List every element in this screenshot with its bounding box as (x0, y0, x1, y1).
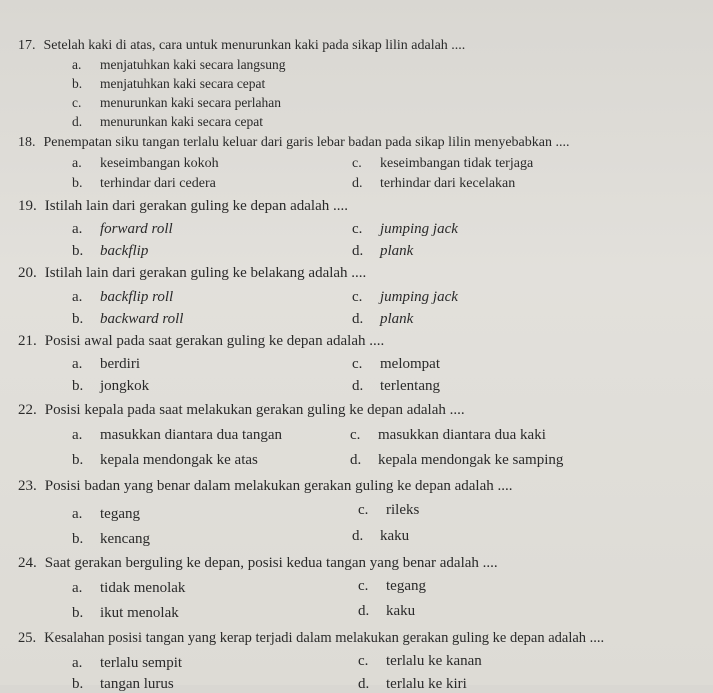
option-text: berdiri (100, 356, 140, 372)
option-text: terlalu ke kanan (386, 653, 482, 669)
option-letter: a. (72, 156, 82, 171)
option-letter: d. (350, 452, 362, 468)
option-text: rileks (386, 502, 420, 518)
option-text: plank (380, 243, 414, 259)
option-23a[interactable] (72, 506, 140, 523)
question-text: Penempatan siku tangan terlalu keluar dari garis lebar badan pada sikap lilin menyebabkan .... (43, 135, 570, 150)
option-text: tangan lurus (100, 676, 174, 692)
question-24 (18, 555, 498, 572)
option-18d[interactable] (352, 176, 515, 192)
option-text: terlalu ke kiri (386, 676, 467, 692)
question-20 (18, 265, 366, 282)
question-number: 24. (18, 555, 37, 571)
option-23c[interactable] (358, 502, 419, 519)
question-number: 25. (18, 630, 37, 646)
option-text: jumping jack (380, 221, 458, 237)
option-text: plank (380, 311, 414, 327)
option-19a[interactable] (72, 221, 173, 238)
option-letter: b. (72, 243, 84, 259)
question-23 (18, 478, 513, 495)
question-number: 17. (18, 38, 36, 53)
option-21a[interactable] (72, 356, 140, 373)
question-text: Saat gerakan berguling ke depan, posisi kedua tangan yang benar adalah .... (44, 555, 498, 571)
option-letter: a. (72, 580, 83, 596)
option-text: jongkok (100, 378, 150, 394)
question-19 (18, 198, 348, 215)
question-17 (18, 38, 465, 54)
option-17b[interactable] (72, 76, 265, 92)
option-19c[interactable] (352, 221, 458, 238)
option-24c[interactable] (358, 578, 426, 595)
option-text: masukkan diantara dua tangan (100, 427, 283, 443)
option-letter: d. (358, 676, 370, 692)
option-20b[interactable] (72, 311, 183, 328)
option-text: menurunkan kaki secara cepat (100, 114, 264, 129)
option-text: backward roll (100, 311, 184, 327)
option-text: tegang (100, 506, 140, 522)
question-21 (18, 333, 384, 350)
question-25 (18, 630, 604, 647)
option-letter: b. (72, 378, 84, 394)
option-letter: c. (352, 156, 362, 171)
option-letter: c. (358, 653, 369, 669)
option-20a[interactable] (72, 289, 173, 306)
question-number: 21. (18, 333, 37, 349)
option-18b[interactable] (72, 176, 216, 192)
option-letter: b. (72, 76, 83, 91)
option-letter: c. (352, 221, 363, 237)
option-17c[interactable] (72, 95, 281, 111)
question-text: Posisi kepala pada saat melakukan gerakan guling ke depan adalah .... (44, 402, 465, 418)
option-letter: d. (72, 114, 83, 129)
option-letter: c. (358, 502, 369, 518)
option-text: keseimbangan tidak terjaga (380, 156, 534, 171)
option-letter: a. (72, 356, 83, 372)
option-21b[interactable] (72, 378, 149, 395)
option-23b[interactable] (72, 531, 150, 548)
option-25c[interactable] (358, 653, 482, 670)
option-text: masukkan diantara dua kaki (378, 427, 546, 443)
option-letter: b. (72, 676, 84, 692)
option-text: kaku (386, 603, 416, 619)
option-21d[interactable] (352, 378, 440, 395)
question-18 (18, 135, 569, 151)
question-22 (18, 402, 465, 419)
option-letter: b. (72, 605, 84, 621)
option-letter: d. (352, 311, 364, 327)
option-letter: a. (72, 57, 82, 72)
question-number: 20. (18, 265, 37, 281)
option-24a[interactable] (72, 580, 185, 597)
option-letter: d. (352, 176, 363, 191)
option-22a[interactable] (72, 427, 282, 444)
option-25a[interactable] (72, 655, 182, 672)
option-19b[interactable] (72, 243, 148, 260)
option-letter: c. (350, 427, 361, 443)
option-letter: d. (352, 528, 364, 544)
option-20c[interactable] (352, 289, 458, 306)
question-text: Posisi awal pada saat gerakan guling ke depan adalah .... (44, 333, 385, 349)
option-text: menjatuhkan kaki secara cepat (100, 76, 266, 91)
option-text: backflip (100, 243, 149, 259)
option-letter: a. (72, 655, 83, 671)
option-letter: a. (72, 427, 83, 443)
option-text: keseimbangan kokoh (100, 156, 219, 171)
option-letter: b. (72, 531, 84, 547)
question-number: 19. (18, 198, 37, 214)
option-letter: d. (358, 603, 370, 619)
question-text: Setelah kaki di atas, cara untuk menurunkan kaki pada sikap lilin adalah .... (43, 38, 466, 53)
option-19d[interactable] (352, 243, 413, 260)
question-text: Posisi badan yang benar dalam melakukan gerakan guling ke depan adalah .... (44, 478, 513, 494)
option-20d[interactable] (352, 311, 413, 328)
option-letter: c. (72, 95, 82, 110)
option-22c[interactable] (350, 427, 546, 444)
option-18c[interactable] (352, 156, 533, 172)
option-text: ikut menolak (100, 605, 179, 621)
option-text: menjatuhkan kaki secara langsung (100, 57, 286, 72)
option-22b[interactable] (72, 452, 258, 469)
option-24b[interactable] (72, 605, 179, 622)
option-text: tidak menolak (100, 580, 186, 596)
option-letter: a. (72, 506, 83, 522)
option-24d[interactable] (358, 603, 415, 620)
option-letter: c. (352, 289, 363, 305)
option-text: forward roll (100, 221, 173, 237)
question-number: 23. (18, 478, 37, 494)
option-22d[interactable] (350, 452, 563, 469)
option-text: terlentang (380, 378, 440, 394)
question-number: 18. (18, 135, 36, 150)
option-letter: a. (72, 221, 83, 237)
option-text: kepala mendongak ke atas (100, 452, 258, 468)
option-text: terhindar dari kecelakan (380, 176, 516, 191)
option-text: backflip roll (100, 289, 174, 305)
option-letter: b. (72, 452, 84, 468)
option-text: kaku (380, 528, 410, 544)
option-23d[interactable] (352, 528, 409, 545)
option-text: kencang (100, 531, 150, 547)
option-text: terlalu sempit (100, 655, 183, 671)
option-letter: d. (352, 378, 364, 394)
option-text: terhindar dari cedera (100, 176, 216, 191)
option-17d[interactable] (72, 114, 263, 130)
option-text: jumping jack (380, 289, 458, 305)
question-text: Istilah lain dari gerakan guling ke depan adalah .... (44, 198, 348, 214)
option-text: tegang (386, 578, 426, 594)
option-21c[interactable] (352, 356, 440, 373)
option-letter: c. (352, 356, 363, 372)
option-text: kepala mendongak ke samping (378, 452, 564, 468)
option-text: menurunkan kaki secara perlahan (100, 95, 282, 110)
option-letter: c. (358, 578, 369, 594)
option-text: melompat (380, 356, 440, 372)
option-letter: d. (352, 243, 364, 259)
question-number: 22. (18, 402, 37, 418)
option-17a[interactable] (72, 57, 286, 73)
option-letter: a. (72, 289, 83, 305)
question-text: Kesalahan posisi tangan yang kerap terjadi dalam melakukan gerakan guling ke depan adalah .... (44, 630, 605, 646)
option-letter: b. (72, 311, 84, 327)
option-18a[interactable] (72, 156, 219, 172)
question-text: Istilah lain dari gerakan guling ke belakang adalah .... (44, 265, 367, 281)
option-letter: b. (72, 176, 83, 191)
